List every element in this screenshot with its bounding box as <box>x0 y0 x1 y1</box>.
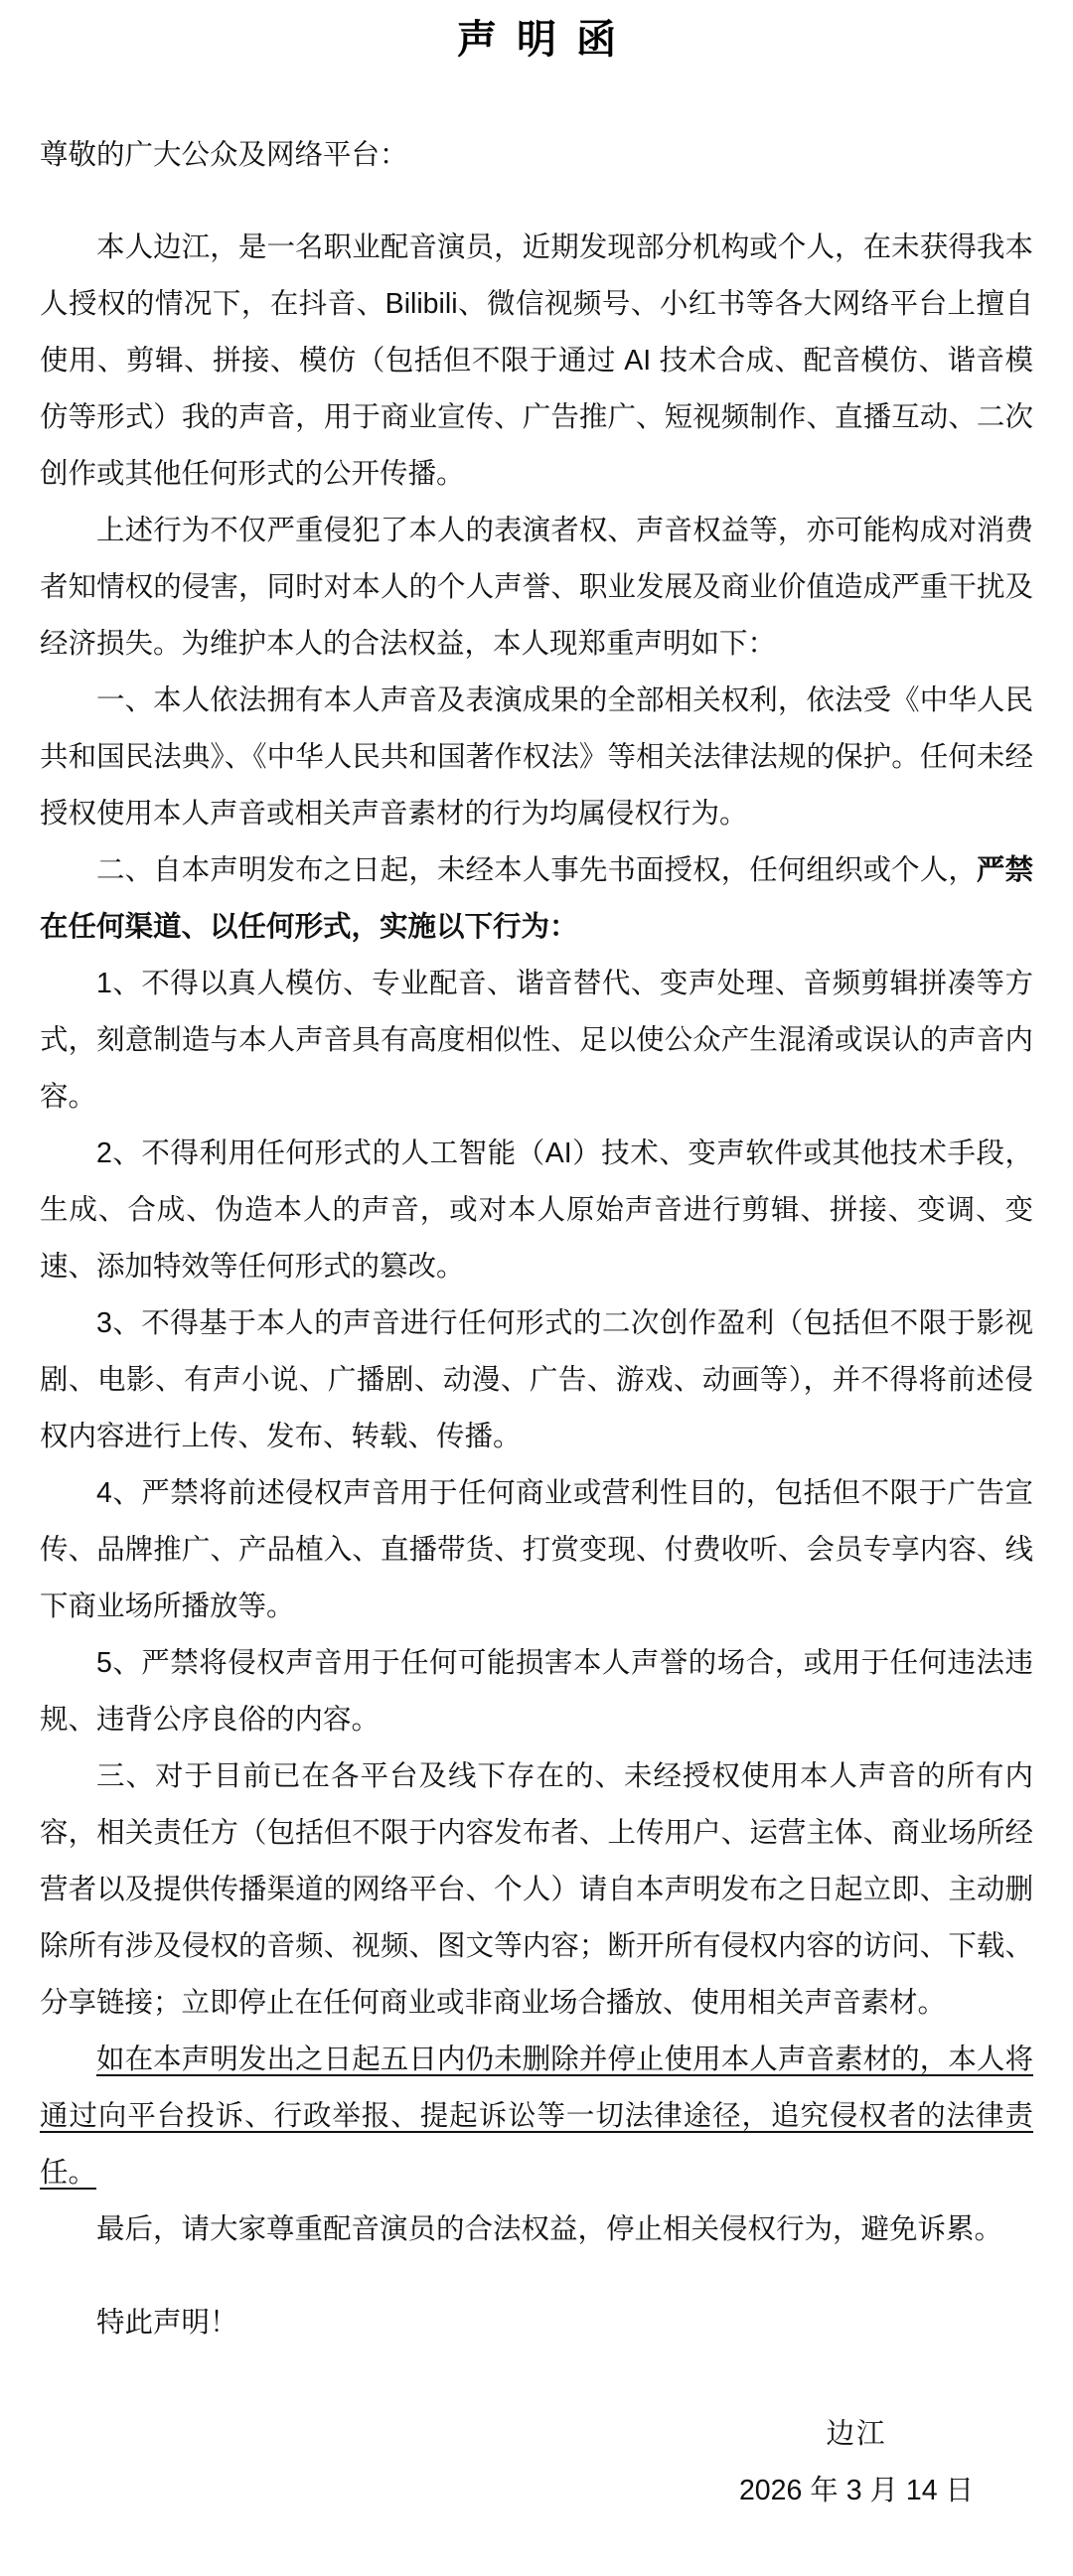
paragraph-sub-4: 4、严禁将前述侵权声音用于任何商业或营利性目的，包括但不限于广告宣传、品牌推广、产品植入、直播带货、打赏变现、付费收听、会员专享内容、线下商业场所播放等。 <box>40 1477 1033 1622</box>
paragraph-intro: 本人边江，是一名职业配音演员，近期发现部分机构或个人，在未获得我本人授权的情况下，在抖音、Bilibili、微信视频号、小红书等各大网络平台上擅自使用、剪辑、拼接、模仿（包括但不限于通过 AI 技术合成、配音模仿、谐音模仿等形式）我的声音，用于商业宣传、广告推广、短视频制作、直播互动、二次创作或其他任何形式的公开传播。 <box>40 231 1033 490</box>
paragraph-sub-3: 3、不得基于本人的声音进行任何形式的二次创作盈利（包括但不限于影视剧、电影、有声小说、广播剧、动漫、广告、游戏、动画等），并不得将前述侵权内容进行上传、发布、转载、传播。 <box>40 1307 1033 1452</box>
paragraph-item-two <box>40 842 1033 956</box>
paragraph-sub-2: 2、不得利用任何形式的人工智能（AI）技术、变声软件或其他技术手段，生成、合成、伪造本人的声音，或对本人原始声音进行剪辑、拼接、变调、变速、添加特效等任何形式的篡改。 <box>40 1137 1033 1283</box>
signature-block <box>739 2406 974 2519</box>
signature-name: 边江 <box>826 2418 887 2450</box>
paragraph-sub-5: 5、严禁将侵权声音用于任何可能损害本人声誉的场合，或用于任何违法违规、违背公序良俗的内容。 <box>40 1647 1033 1736</box>
paragraph-legal-warning: 如在本声明发出之日起五日内仍未删除并停止使用本人声音素材的，本人将通过向平台投诉、行政举报、提起诉讼等一切法律途径，追究侵权者的法律责任。 <box>40 2044 1033 2189</box>
paragraph-final-appeal: 最后，请大家尊重配音演员的合法权益，停止相关侵权行为，避免诉累。 <box>96 2213 1003 2245</box>
signature-date: 2026 年 3 月 14 日 <box>738 2475 974 2506</box>
document-body <box>40 220 1033 2258</box>
paragraph-item-one: 一、本人依法拥有本人声音及表演成果的全部相关权利，依法受《中华人民共和国民法典》、《中华人民共和国著作权法》等相关法律法规的保护。任何未经授权使用本人声音或相关声音素材的行为均属侵权行为。 <box>40 684 1033 830</box>
paragraph-harm-statement: 上述行为不仅严重侵犯了本人的表演者权、声音权益等，亦可能构成对消费者知情权的侵害，同时对本人的个人声誉、职业发展及商业价值造成严重干扰及经济损失。为维护本人的合法权益，本人现郑重声明如下： <box>40 515 1033 660</box>
greeting-line: 尊敬的广大公众及网络平台： <box>40 139 408 171</box>
paragraph-item-three: 三、对于目前已在各平台及线下存在的、未经授权使用本人声音的所有内容，相关责任方（包括但不限于内容发布者、上传用户、运营主体、商业场所经营者以及提供传播渠道的网络平台、个人）请自本声明发布之日起立即、主动删除所有涉及侵权的音频、视频、图文等内容；断开所有侵权内容的访问、下载、分享链接；立即停止在任何商业或非商业场合播放、使用相关声音素材。 <box>40 1760 1033 2019</box>
paragraph-sub-1: 1、不得以真人模仿、专业配音、谐音替代、变声处理、音频剪辑拼凑等方式，刻意制造与本人声音具有高度相似性、足以使公众产生混淆或误认的声音内容。 <box>40 968 1033 1113</box>
closing-statement: 特此声明！ <box>96 2307 238 2339</box>
document-title: 声明函 <box>457 18 636 62</box>
paragraph-item-two-lead: 二、自本声明发布之日起，未经本人事先书面授权，任何组织或个人， <box>96 854 977 886</box>
paragraph-item-two-emphasis: 严禁在任何渠道、以任何形式，实施以下行为： <box>40 854 1033 943</box>
